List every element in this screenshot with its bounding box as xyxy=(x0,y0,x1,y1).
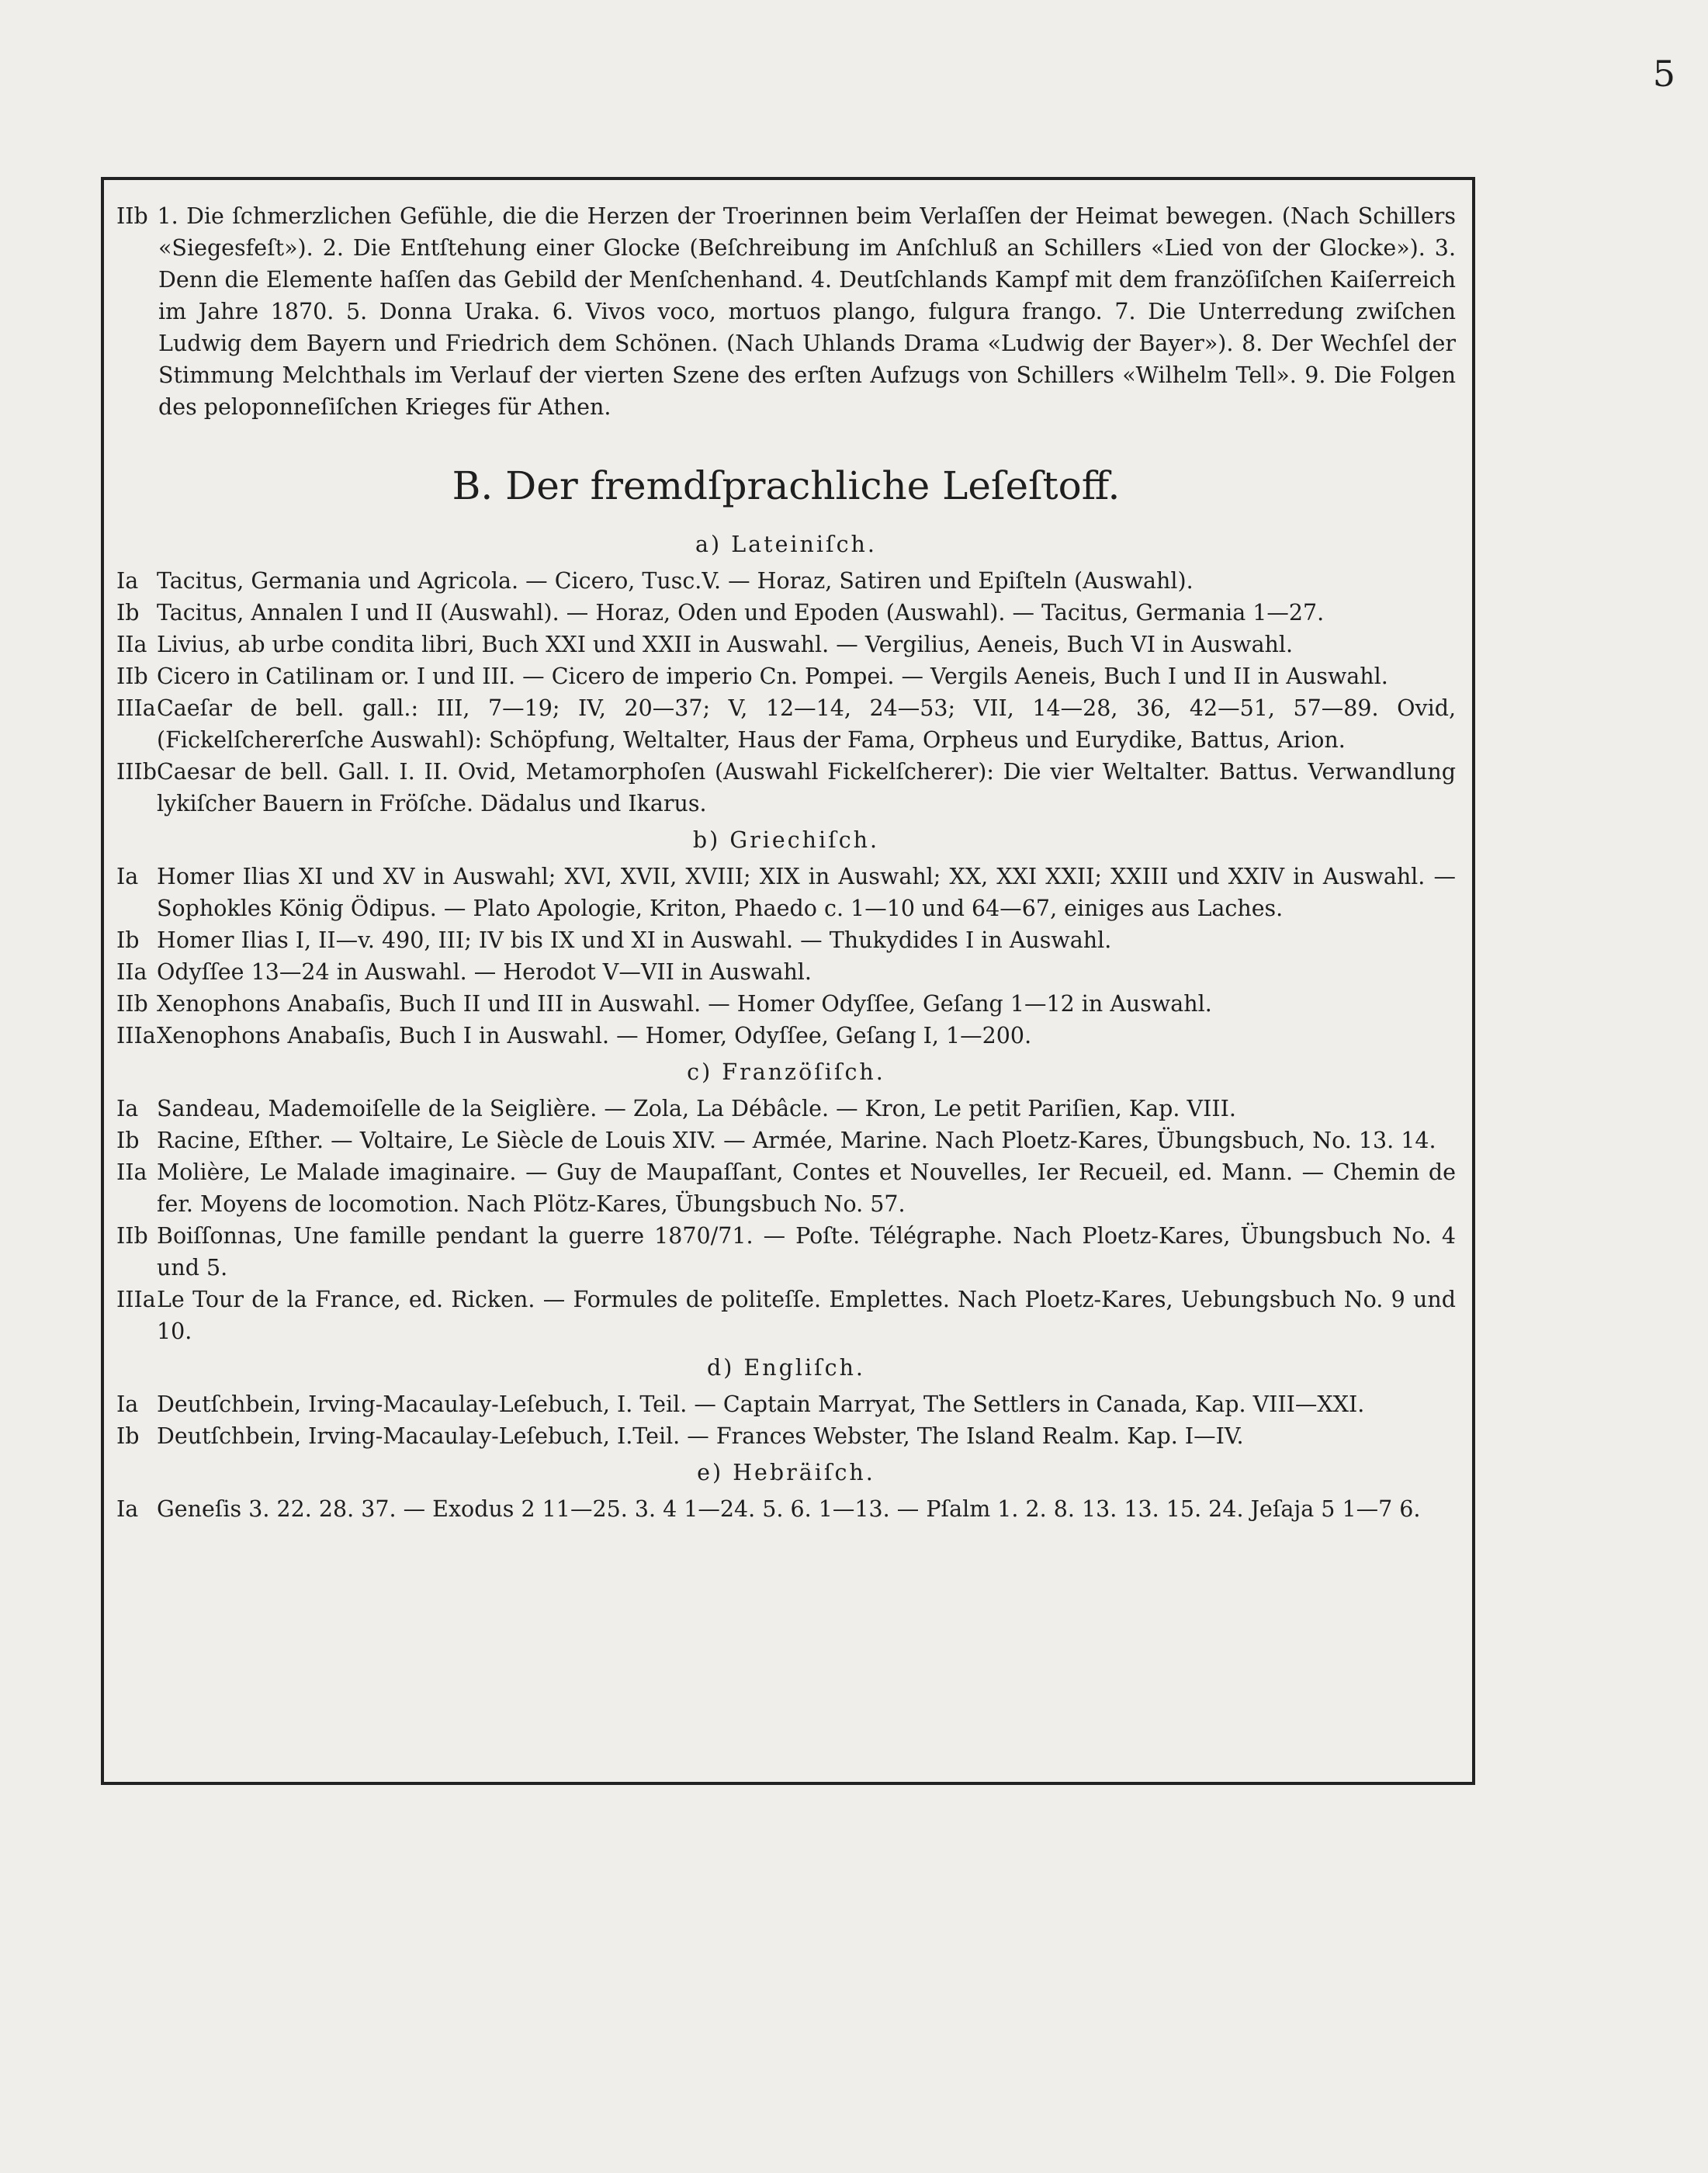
entry-grade: IIIa xyxy=(116,1023,156,1048)
page-content xyxy=(116,200,1456,1525)
hebrew-heading: e) Hebräiſch. xyxy=(697,1460,875,1485)
latin-entry xyxy=(116,660,1456,692)
entry-text: Racine, Eſther. — Voltaire, Le Siècle de Louis XIV. — Armée, Marine. Nach Ploetz-Kares, Übungsbuch, No. 13. 14. xyxy=(157,1128,1436,1153)
entry-grade: IIIa xyxy=(116,695,156,721)
latin-entry xyxy=(116,692,1456,756)
entry-text: Odyſſee 13—24 in Auswahl. — Herodot V—VII in Auswahl. xyxy=(157,959,812,985)
entry-grade: IIIa xyxy=(116,1287,156,1312)
entry-text: Sandeau, Mademoiſelle de la Seiglière. — Zola, La Débâcle. — Kron, Le petit Pariſien, Kap. VIII. xyxy=(157,1096,1236,1121)
french-entry xyxy=(116,1093,1456,1125)
entry-text: Boiſſonnas, Une famille pendant la guerre 1870/71. — Poſte. Télégraphe. Nach Ploetz-Kares, Übungsbuch No. 4 und 5. xyxy=(157,1223,1456,1281)
entry-text: Homer Ilias I, II—v. 490, III; IV bis IX und XI in Auswahl. — Thukydides I in Auswahl. xyxy=(157,927,1112,953)
entry-grade: IIIb xyxy=(116,759,158,785)
greek-heading: b) Griechiſch. xyxy=(692,827,880,853)
entry-grade: Ib xyxy=(116,600,140,626)
entry-grade: Ia xyxy=(116,1391,139,1417)
entry-text: Caesar de bell. Gall. I. II. Ovid, Metamorphoſen (Auswahl Fickelſcherer): Die vier Weltalter. Battus. Verwandlung lykiſcher Bauern in Fröſche. Dädalus und Ikarus. xyxy=(157,759,1456,816)
french-entry xyxy=(116,1284,1456,1347)
french-entry xyxy=(116,1125,1456,1156)
entry-text: Deutſchbein, Irving-Macaulay-Leſebuch, I.Teil. — Frances Webster, The Island Realm. Kap. I—IV. xyxy=(157,1423,1244,1449)
latin-entry xyxy=(116,756,1456,820)
entry-text: Xenophons Anabaſis, Buch I in Auswahl. — Homer, Odyſſee, Geſang I, 1—200. xyxy=(157,1023,1032,1048)
english-entry xyxy=(116,1388,1456,1420)
greek-entry xyxy=(116,861,1456,924)
entry-grade: IIa xyxy=(116,632,147,657)
entry-text: Xenophons Anabaſis, Buch II und III in Auswahl. — Homer Odyſſee, Geſang 1—12 in Auswahl. xyxy=(157,991,1212,1017)
latin-entry xyxy=(116,629,1456,660)
french-heading: c) Franzöſiſch. xyxy=(687,1059,885,1085)
intro-paragraph xyxy=(116,200,1456,423)
entry-grade: Ia xyxy=(116,864,139,889)
entry-grade: IIb xyxy=(116,664,148,689)
entry-grade: IIa xyxy=(116,959,147,985)
entry-text: Molière, Le Malade imaginaire. — Guy de Maupaſſant, Contes et Nouvelles, Ier Recueil, ed. Mann. — Chemin de fer. Moyens de locomotion. Nach Plötz-Kares, Übungsbuch No. 57. xyxy=(157,1159,1456,1217)
entry-grade: Ia xyxy=(116,1496,139,1522)
entry-text: Le Tour de la France, ed. Ricken. — Formules de politeſſe. Emplettes. Nach Ploetz-Kares, Uebungsbuch No. 9 und 10. xyxy=(157,1287,1456,1344)
latin-entry xyxy=(116,565,1456,597)
entry-text: Caeſar de bell. gall.: III, 7—19; IV, 20—37; V, 12—14, 24—53; VII, 14—28, 36, 42—51, 57—89. Ovid, (Fickelſchererſche Auswahl): Schöpfung, Weltalter, Haus der Fama, Orpheus und Eurydike, Battus, Arion. xyxy=(157,695,1456,753)
entry-grade: IIb xyxy=(116,1223,148,1249)
greek-entry xyxy=(116,956,1456,988)
entry-text: Tacitus, Annalen I und II (Auswahl). — Horaz, Oden und Epoden (Auswahl). — Tacitus, Germania 1—27. xyxy=(157,600,1325,626)
greek-entry xyxy=(116,988,1456,1020)
entry-text: Deutſchbein, Irving-Macaulay-Leſebuch, I. Teil. — Captain Marryat, The Settlers in Canada, Kap. VIII—XXI. xyxy=(157,1391,1365,1417)
entry-grade: Ib xyxy=(116,1423,140,1449)
entry-grade: Ib xyxy=(116,927,140,953)
entry-text: Tacitus, Germania und Agricola. — Cicero, Tusc.V. — Horaz, Satiren und Epiſteln (Auswahl). xyxy=(157,568,1194,594)
section-title: B. Der fremdſprachliche Leſeſtoff. xyxy=(452,463,1121,508)
entry-text: Homer Ilias XI und XV in Auswahl; XVI, XVII, XVIII; XIX in Auswahl; XX, XXI XXII; XXIII und XXIV in Auswahl. — Sophokles König Ödipus. — Plato Apologie, Kriton, Phaedo c. 1—10 und 64—67, einiges aus Laches. xyxy=(157,864,1456,921)
intro-text: 1. Die ſchmerzlichen Gefühle, die die Herzen der Troerinnen beim Verlaſſen der Heimat bewegen. (Nach Schillers «Siegesfeſt»). 2. Die Entſtehung einer Glocke (Beſchreibung im Anſchluß an Schillers «Lied von der Glocke»). 3. Denn die Elemente haſſen das Gebild der Menſchenhand. 4. Deutſchlands Kampf mit dem franzöſiſchen Kaiſerreich im Jahre 1870. 5. Donna Uraka. 6. Vivos voco, mortuos plango, fulgura frango. 7. Die Unterredung zwiſchen Ludwig dem Bayern und Friedrich dem Schönen. (Nach Uhlands Drama «Ludwig der Bayer»). 8. Der Wechſel der Stimmung Melchthals im Verlauf der vierten Szene des erſten Aufzugs von Schillers «Wilhelm Tell». 9. Die Folgen des peloponneſiſchen Krieges für Athen. xyxy=(157,203,1456,420)
latin-entry xyxy=(116,597,1456,629)
hebrew-entry xyxy=(116,1493,1456,1525)
entry-text: Geneſis 3. 22. 28. 37. — Exodus 2 11—25. 3. 4 1—24. 5. 6. 1—13. — Pſalm 1. 2. 8. 13. 13. 15. 24. Jeſaja 5 1—7 6. xyxy=(157,1496,1421,1522)
page-number: 5 xyxy=(1652,53,1675,95)
entry-grade: IIa xyxy=(116,1159,147,1185)
entry-grade: Ib xyxy=(116,1128,140,1153)
entry-grade: Ia xyxy=(116,568,139,594)
entry-grade: IIb xyxy=(116,991,148,1017)
french-entry xyxy=(116,1156,1456,1220)
entry-text: Cicero in Catilinam or. I und III. — Cicero de imperio Cn. Pompei. — Vergils Aeneis, Buch I und II in Auswahl. xyxy=(157,664,1388,689)
intro-grade: IIb xyxy=(116,203,148,229)
greek-entry xyxy=(116,924,1456,956)
latin-heading: a) Lateiniſch. xyxy=(695,532,877,557)
english-heading: d) Engliſch. xyxy=(707,1355,865,1381)
entry-text: Livius, ab urbe condita libri, Buch XXI und XXII in Auswahl. — Vergilius, Aeneis, Buch VI in Auswahl. xyxy=(157,632,1294,657)
french-entry xyxy=(116,1220,1456,1284)
greek-entry xyxy=(116,1020,1456,1052)
english-entry xyxy=(116,1420,1456,1452)
entry-grade: Ia xyxy=(116,1096,139,1121)
